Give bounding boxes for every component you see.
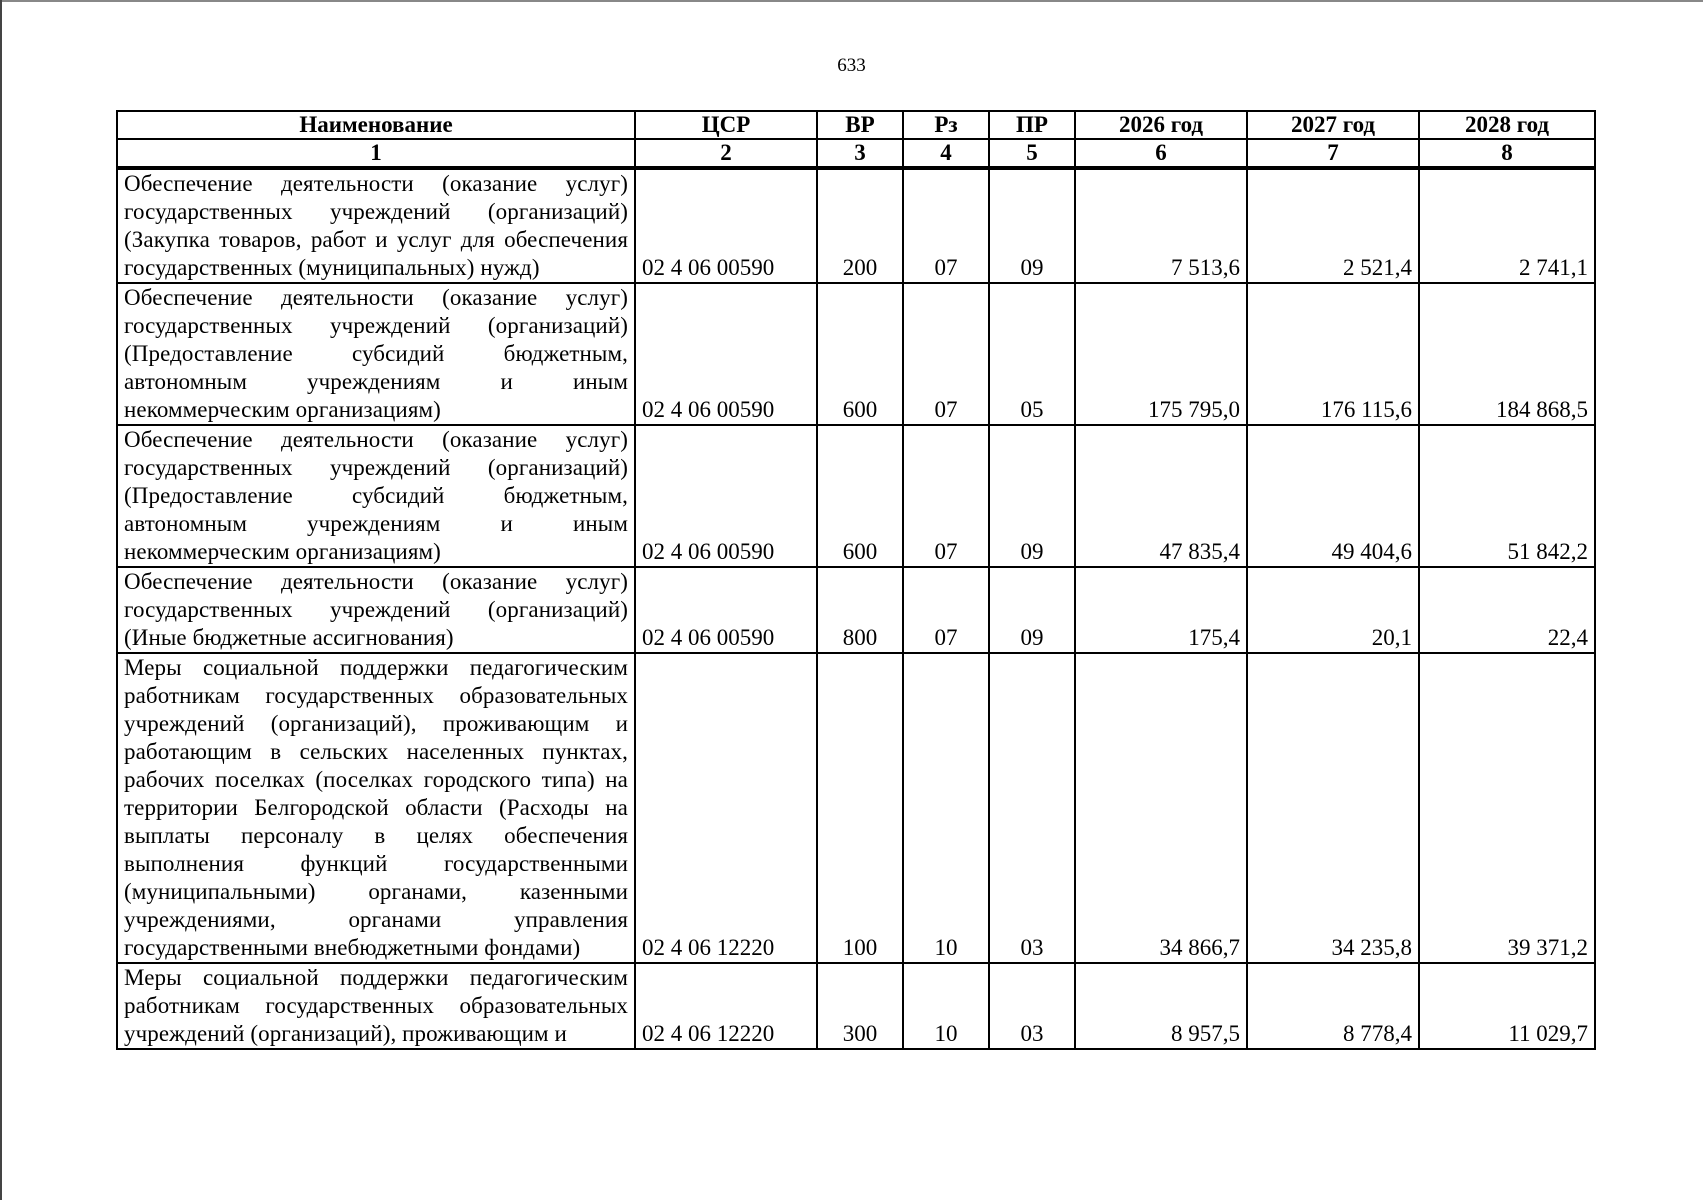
row-2027: 20,1 — [1247, 567, 1419, 653]
col-header-vr: ВР — [817, 111, 903, 139]
table-row — [117, 168, 1595, 283]
row-2028: 11 029,7 — [1419, 963, 1595, 1049]
row-2027: 8 778,4 — [1247, 963, 1419, 1049]
row-pr: 09 — [989, 425, 1075, 567]
row-vr: 200 — [817, 168, 903, 283]
col-number: 1 — [117, 139, 635, 168]
row-rz: 07 — [903, 425, 989, 567]
row-vr: 600 — [817, 425, 903, 567]
table-row — [117, 653, 1595, 963]
row-2026: 8 957,5 — [1075, 963, 1247, 1049]
row-2028: 2 741,1 — [1419, 168, 1595, 283]
col-header-2028: 2028 год — [1419, 111, 1595, 139]
row-rz: 07 — [903, 567, 989, 653]
table-header — [117, 111, 1595, 168]
col-number: 2 — [635, 139, 817, 168]
col-number: 3 — [817, 139, 903, 168]
header-row — [117, 111, 1595, 139]
budget-table — [116, 110, 1596, 1050]
row-rz: 10 — [903, 963, 989, 1049]
row-name: Обеспечение деятельности (оказание услуг) государственных учреждений (организаций) (Предоставление субсидий бюджетным, автономным учреждениям и иным некоммерческим организациям) — [117, 425, 635, 567]
row-2026: 7 513,6 — [1075, 168, 1247, 283]
row-2027: 34 235,8 — [1247, 653, 1419, 963]
row-csr: 02 4 06 00590 — [635, 425, 817, 567]
row-2027: 2 521,4 — [1247, 168, 1419, 283]
col-number: 5 — [989, 139, 1075, 168]
row-name: Обеспечение деятельности (оказание услуг) государственных учреждений (организаций) (Предоставление субсидий бюджетным, автономным учреждениям и иным некоммерческим организациям) — [117, 283, 635, 425]
row-2028: 51 842,2 — [1419, 425, 1595, 567]
col-number: 4 — [903, 139, 989, 168]
row-vr: 100 — [817, 653, 903, 963]
scan-edge-top — [0, 0, 1703, 2]
row-2027: 49 404,6 — [1247, 425, 1419, 567]
scan-edge-left — [0, 0, 2, 1200]
table-body — [117, 168, 1595, 1049]
column-number-row — [117, 139, 1595, 168]
row-pr: 09 — [989, 168, 1075, 283]
col-number: 8 — [1419, 139, 1595, 168]
table-row — [117, 425, 1595, 567]
row-pr: 05 — [989, 283, 1075, 425]
row-rz: 10 — [903, 653, 989, 963]
table-row — [117, 283, 1595, 425]
row-csr: 02 4 06 00590 — [635, 567, 817, 653]
row-csr: 02 4 06 12220 — [635, 653, 817, 963]
col-header-rz: Рз — [903, 111, 989, 139]
row-pr: 09 — [989, 567, 1075, 653]
row-vr: 300 — [817, 963, 903, 1049]
row-2028: 184 868,5 — [1419, 283, 1595, 425]
row-2027: 176 115,6 — [1247, 283, 1419, 425]
row-name: Обеспечение деятельности (оказание услуг) государственных учреждений (организаций) (Иные бюджетные ассигнования) — [117, 567, 635, 653]
col-number: 7 — [1247, 139, 1419, 168]
row-2026: 175 795,0 — [1075, 283, 1247, 425]
row-name: Меры социальной поддержки педагогическим работникам государственных образовательных учреждений (организаций), проживающим и — [117, 963, 635, 1049]
row-2026: 34 866,7 — [1075, 653, 1247, 963]
col-header-name: Наименование — [117, 111, 635, 139]
table-row — [117, 567, 1595, 653]
row-vr: 600 — [817, 283, 903, 425]
row-pr: 03 — [989, 653, 1075, 963]
row-2028: 39 371,2 — [1419, 653, 1595, 963]
col-header-2027: 2027 год — [1247, 111, 1419, 139]
col-header-csr: ЦСР — [635, 111, 817, 139]
row-name: Меры социальной поддержки педагогическим работникам государственных образовательных учреждений (организаций), проживающим и работающим в сельских населенных пунктах, рабочих поселках (поселках городского типа) на территории Белгородской области (Расходы на выплаты персоналу в целях обеспечения выполнения функций государственными (муниципальными) органами, казенными учреждениями, органами управления государственными внебюджетными фондами) — [117, 653, 635, 963]
row-csr: 02 4 06 00590 — [635, 283, 817, 425]
row-2026: 175,4 — [1075, 567, 1247, 653]
row-csr: 02 4 06 00590 — [635, 168, 817, 283]
row-name: Обеспечение деятельности (оказание услуг) государственных учреждений (организаций) (Закупка товаров, работ и услуг для обеспечения государственных (муниципальных) нужд) — [117, 168, 635, 283]
table-row — [117, 963, 1595, 1049]
col-number: 6 — [1075, 139, 1247, 168]
row-vr: 800 — [817, 567, 903, 653]
col-header-2026: 2026 год — [1075, 111, 1247, 139]
row-pr: 03 — [989, 963, 1075, 1049]
page-number: 633 — [837, 55, 866, 76]
col-header-pr: ПР — [989, 111, 1075, 139]
row-2028: 22,4 — [1419, 567, 1595, 653]
row-csr: 02 4 06 12220 — [635, 963, 817, 1049]
row-2026: 47 835,4 — [1075, 425, 1247, 567]
row-rz: 07 — [903, 283, 989, 425]
row-rz: 07 — [903, 168, 989, 283]
